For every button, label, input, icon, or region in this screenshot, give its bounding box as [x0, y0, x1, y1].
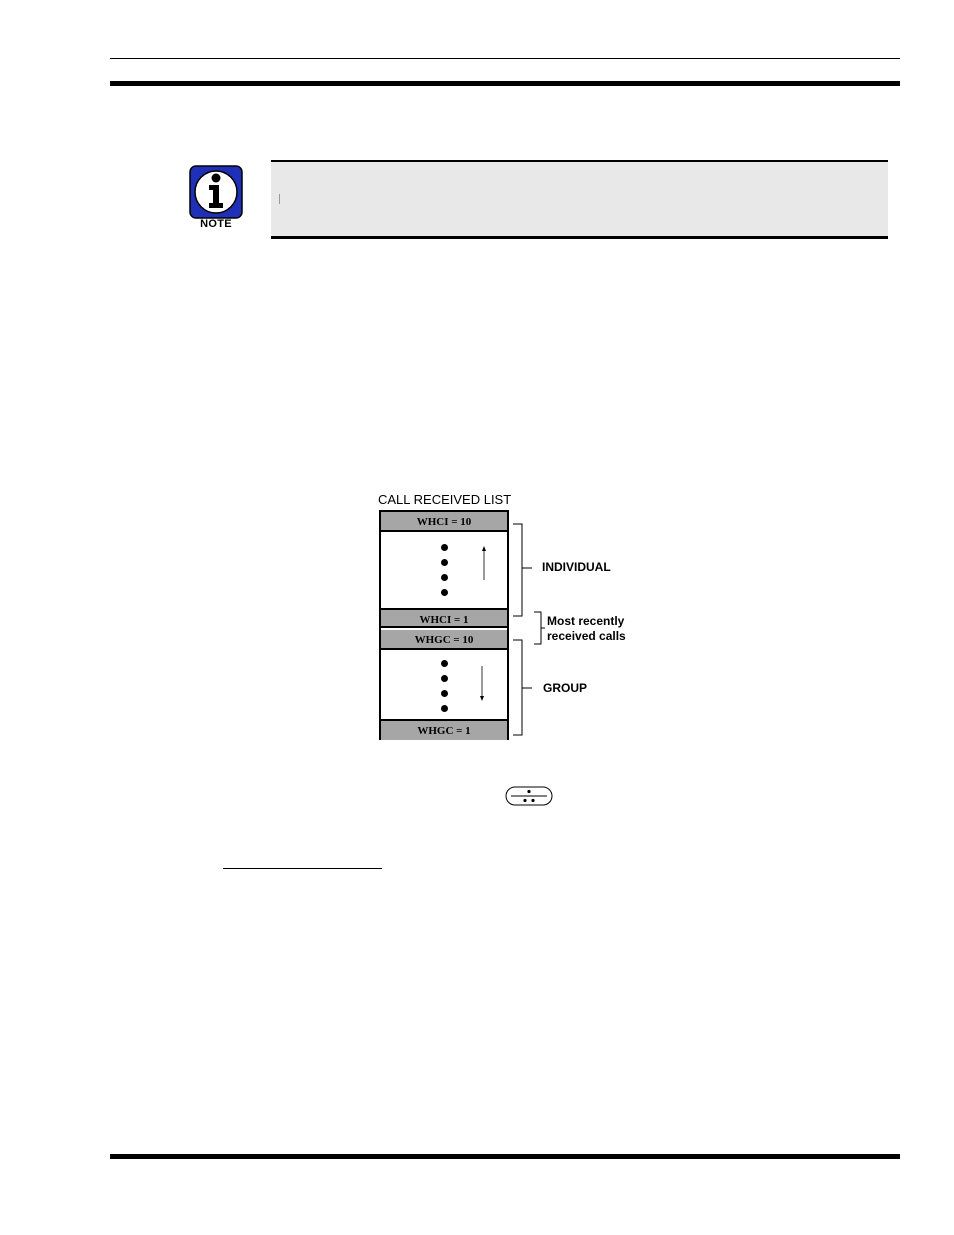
bracket-individual: [513, 524, 532, 616]
bracket-recent: [534, 612, 545, 644]
row-whgc-10: WHGC = 10: [381, 630, 507, 650]
label-individual: INDIVIDUAL: [542, 560, 611, 574]
note-label: NOTE: [200, 218, 232, 230]
keypad-button-icon: [505, 786, 553, 806]
footer-rule-thick: [110, 1154, 900, 1159]
note-box: [271, 160, 888, 239]
figure-title: CALL RECEIVED LIST: [378, 492, 512, 507]
bracket-group: [513, 640, 532, 735]
down-arrow-icon: [480, 666, 484, 701]
up-arrow-icon: [482, 546, 486, 580]
label-recent-line1: Most recently: [547, 614, 625, 628]
header-rule-thick: [110, 81, 900, 86]
row-whci-1: WHCI = 1: [381, 608, 507, 628]
row-whgc-1: WHGC = 1: [381, 719, 507, 740]
label-recent-line2: received calls: [547, 629, 626, 643]
header-rule-thin: [110, 58, 900, 59]
text-cursor: [279, 194, 280, 204]
row-whci-10: WHCI = 10: [381, 512, 507, 532]
label-group: GROUP: [543, 681, 588, 695]
section-heading-underline: [223, 868, 382, 869]
call-received-list-figure: [370, 488, 650, 750]
